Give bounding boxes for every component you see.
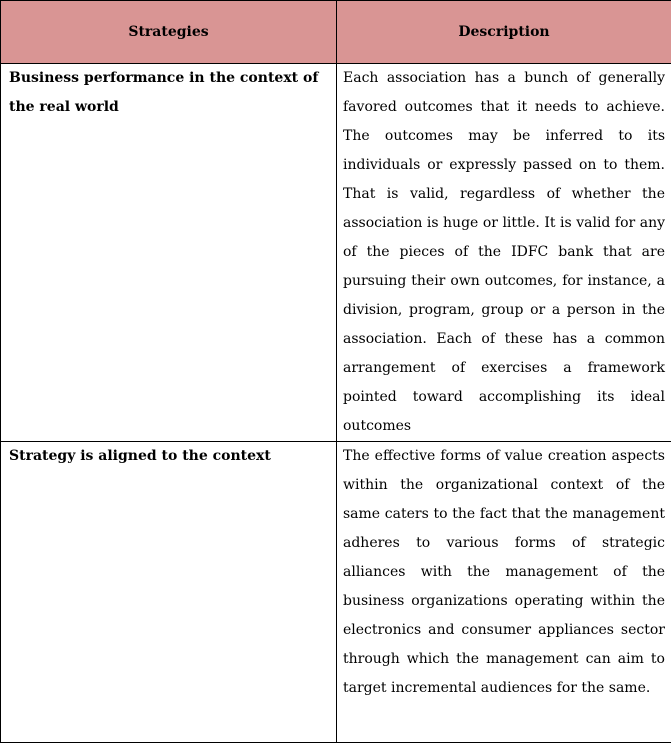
description-cell [337, 442, 671, 743]
strategy-cell [1, 442, 337, 743]
table-header-row [1, 1, 671, 64]
description-cell [337, 64, 671, 442]
column-header-strategies: Strategies [1, 1, 337, 64]
strategy-text: Strategy is aligned to the context [9, 442, 330, 471]
strategy-cell [1, 64, 337, 442]
table-row [1, 64, 671, 442]
column-header-description: Description [337, 1, 671, 64]
strategy-text: Business performance in the context of the real world [9, 64, 330, 122]
description-text: The effective forms of value creation aspects within the organizational context of the same caters to the fact that the management adheres to various forms of strategic alliances with the management of the business organizations operating within the electronics and consumer appliances sector through which the management can aim to target incremental audiences for the same. [343, 442, 665, 703]
description-text: Each association has a bunch of generally favored outcomes that it needs to achieve. The outcomes may be inferred to its individuals or expressly passed on to them. That is valid, regardless of whether the association is huge or little. It is valid for any of the pieces of the IDFC bank that are pursuing their own outcomes, for instance, a division, program, group or a person in the association. Each of these has a common arrangement of exercises a framework pointed toward accomplishing its ideal outcomes [343, 64, 665, 441]
table-row [1, 442, 671, 743]
